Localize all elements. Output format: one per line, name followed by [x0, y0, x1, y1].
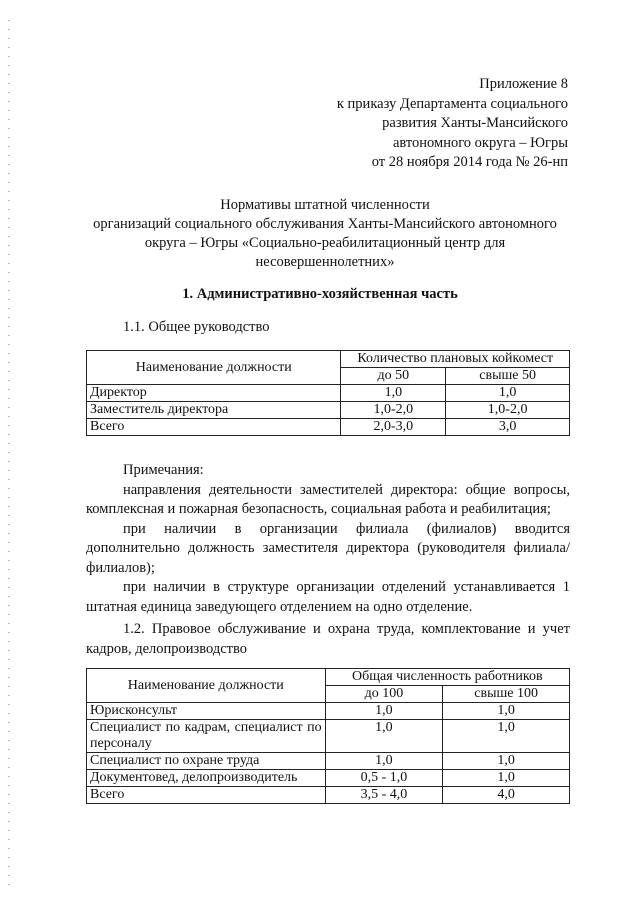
- table-cell: 1,0: [446, 385, 570, 402]
- table-header-cell: до 100: [325, 686, 443, 703]
- table-cell: Специалист по кадрам, специалист по персоналу: [87, 720, 326, 753]
- table-cell: Документовед, делопроизводитель: [87, 770, 326, 787]
- appendix-line: от 28 ноября 2014 года № 26-нп: [371, 154, 568, 170]
- table-cell: 2,0-3,0: [341, 419, 446, 436]
- table-row: [87, 419, 570, 436]
- title-line: округа – Югры «Социально-реабилитационный центр для: [144, 235, 506, 251]
- table-cell: 4,0: [443, 787, 570, 804]
- table-row: [87, 770, 570, 787]
- table-cell: 1,0: [443, 770, 570, 787]
- section-heading: 1. Административно-хозяйственная часть: [182, 286, 458, 302]
- table-cell: 1,0: [325, 720, 443, 753]
- table-cell: Директор: [87, 385, 341, 402]
- table-header-cell: свыше 50: [446, 368, 570, 385]
- appendix-line: к приказу Департамента социального: [336, 95, 568, 112]
- table-header-cell: Количество плановых койкомест: [341, 351, 570, 368]
- table-header-cell: Наименование должности: [87, 669, 326, 703]
- table-row: [87, 402, 570, 419]
- table-cell: Юрисконсульт: [87, 703, 326, 720]
- subsection-heading: 1.2. Правовое обслуживание и охрана труда, комплектование и учет кадров, делопроизводство: [86, 621, 570, 657]
- table-cell: Всего: [87, 787, 326, 804]
- table-row: [87, 385, 570, 402]
- table-cell: 3,5 - 4,0: [325, 787, 443, 804]
- title-line: Нормативы штатной численности: [220, 197, 430, 213]
- table-row: [87, 787, 570, 804]
- title-line: организаций социального обслуживания Ханты-Мансийского автономного: [93, 216, 557, 232]
- table-header-cell: Наименование должности: [87, 351, 341, 385]
- table-legal-personnel: [86, 668, 570, 804]
- table-cell: 1,0-2,0: [446, 402, 570, 419]
- table-row: [87, 703, 570, 720]
- subsection-heading: 1.1. Общее руководство: [123, 319, 270, 335]
- note-paragraph: направления деятельности заместителей директора: общие вопросы, комплексная и пожарная безопасность, социальная работа и реабилитация;: [86, 481, 570, 517]
- table-cell: 0,5 - 1,0: [325, 770, 443, 787]
- appendix-line: автономного округа – Югры: [392, 134, 568, 151]
- note-paragraph: при наличии в структуре организации отделений устанавливается 1 штатная единица заведующего отделением на одно отделение.: [86, 579, 570, 615]
- note-paragraph: при наличии в организации филиала (филиалов) вводится дополнительно должность заместителя директора (руководителя филиала/ филиалов);: [86, 520, 570, 576]
- table-cell: 1,0: [325, 703, 443, 720]
- table-general-management: [86, 350, 570, 436]
- appendix-header: [337, 75, 568, 173]
- table-cell: Специалист по охране труда: [87, 753, 326, 770]
- table-cell: 1,0: [443, 753, 570, 770]
- scan-edge-dots: [8, 20, 10, 890]
- table-header-cell: Общая численность работников: [325, 669, 569, 686]
- table-cell: Заместитель директора: [87, 402, 341, 419]
- table-cell: 1,0: [443, 703, 570, 720]
- appendix-line: Приложение 8: [479, 76, 568, 92]
- table-row: [87, 720, 570, 753]
- table-header-cell: до 50: [341, 368, 446, 385]
- appendix-line: развития Ханты-Мансийского: [382, 115, 568, 131]
- table-row: [87, 753, 570, 770]
- table-cell: 3,0: [446, 419, 570, 436]
- notes-block: [86, 461, 570, 617]
- table-cell: 1,0-2,0: [341, 402, 446, 419]
- table-header-cell: свыше 100: [443, 686, 570, 703]
- notes-heading: Примечания:: [123, 462, 204, 478]
- document-title: [90, 196, 560, 272]
- table-cell: 1,0: [341, 385, 446, 402]
- table-cell: 1,0: [325, 753, 443, 770]
- title-line: несовершеннолетних»: [255, 254, 395, 270]
- table-cell: 1,0: [443, 720, 570, 753]
- table-cell: Всего: [87, 419, 341, 436]
